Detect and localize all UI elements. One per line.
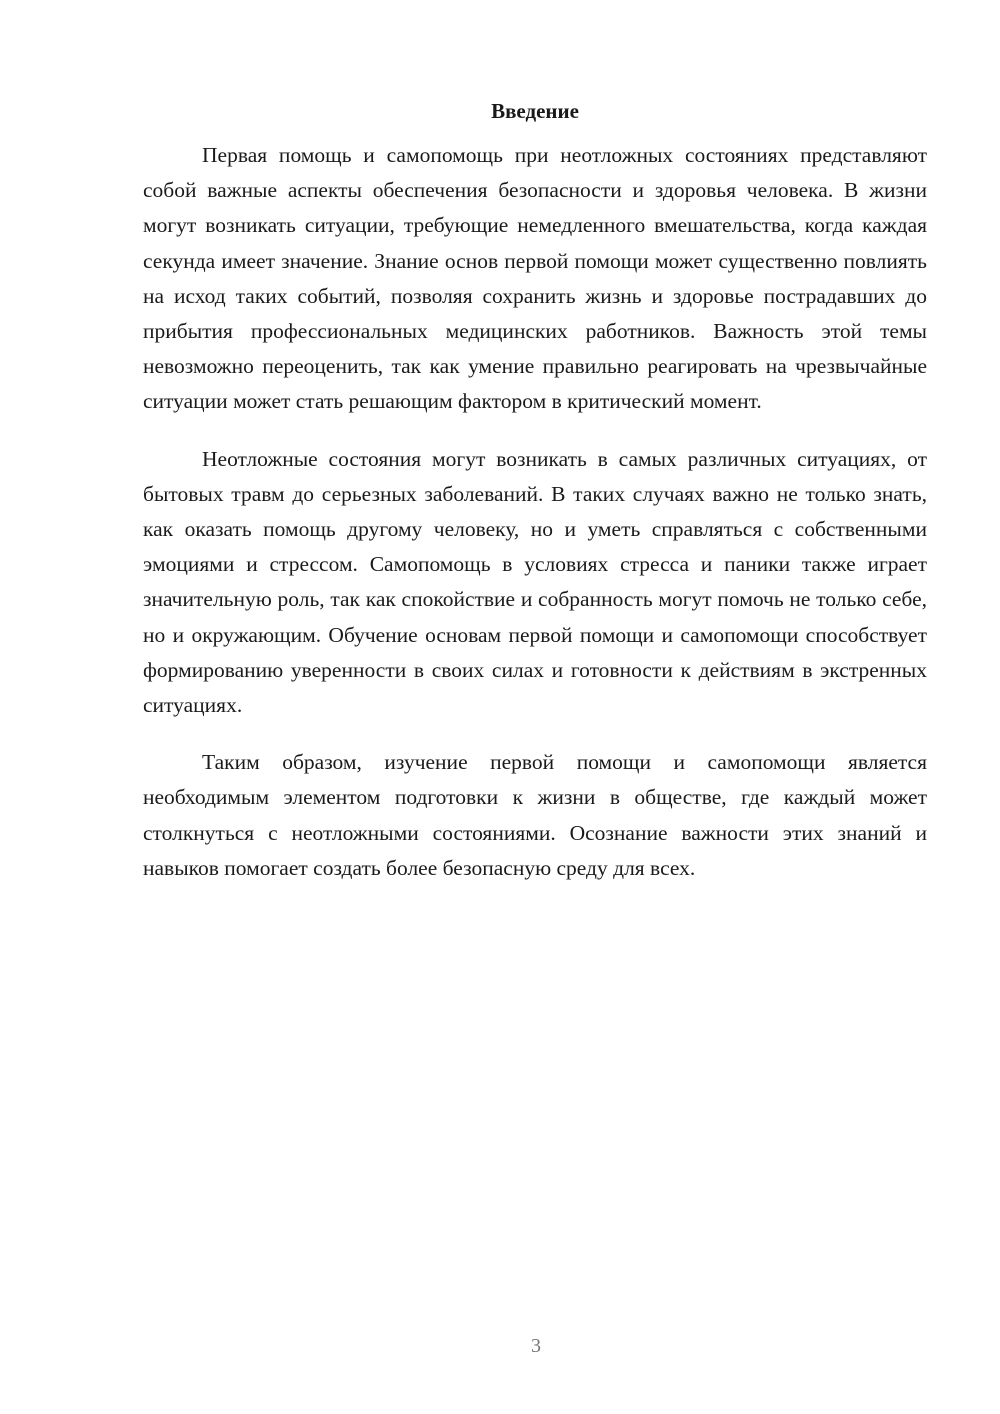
- page-number: 3: [531, 1335, 541, 1357]
- paragraph-2: Неотложные состояния могут возникать в самых различных ситуациях, от бытовых травм до серьезных заболеваний. В таких случаях важно не только знать, как оказать помощь другому человеку, но и уметь справляться с собственными эмоциями и стрессом. Самопомощь в условиях стресса и паники также играет значительную роль, так как спокойствие и собранность могут помочь не только себе, но и окружающим. Обучение основам первой помощи и самопомощи способствует формированию уверенности в своих силах и готовности к действиям в экстренных ситуациях.: [143, 446, 927, 718]
- section-heading: Введение: [491, 99, 579, 123]
- paragraph-3: Таким образом, изучение первой помощи и самопомощи является необходимым элементом подготовки к жизни в обществе, где каждый может столкнуться с неотложными состояниями. Осознание важности этих знаний и навыков помогает создать более безопасную среду для всех.: [143, 750, 927, 880]
- page-content: [143, 96, 927, 908]
- paragraph-1: Первая помощь и самопомощь при неотложных состояниях представляют собой важные аспекты обеспечения безопасности и здоровья человека. В жизни могут возникать ситуации, требующие немедленного вмешательства, когда каждая секунда имеет значение. Знание основ первой помощи может существенно повлиять на исход таких событий, позволяя сохранить жизнь и здоровье пострадавших до прибытия профессиональных медицинских работников. Важность этой темы невозможно переоценить, так как умение правильно реагировать на чрезвычайные ситуации может стать решающим фактором в критический момент.: [143, 143, 927, 414]
